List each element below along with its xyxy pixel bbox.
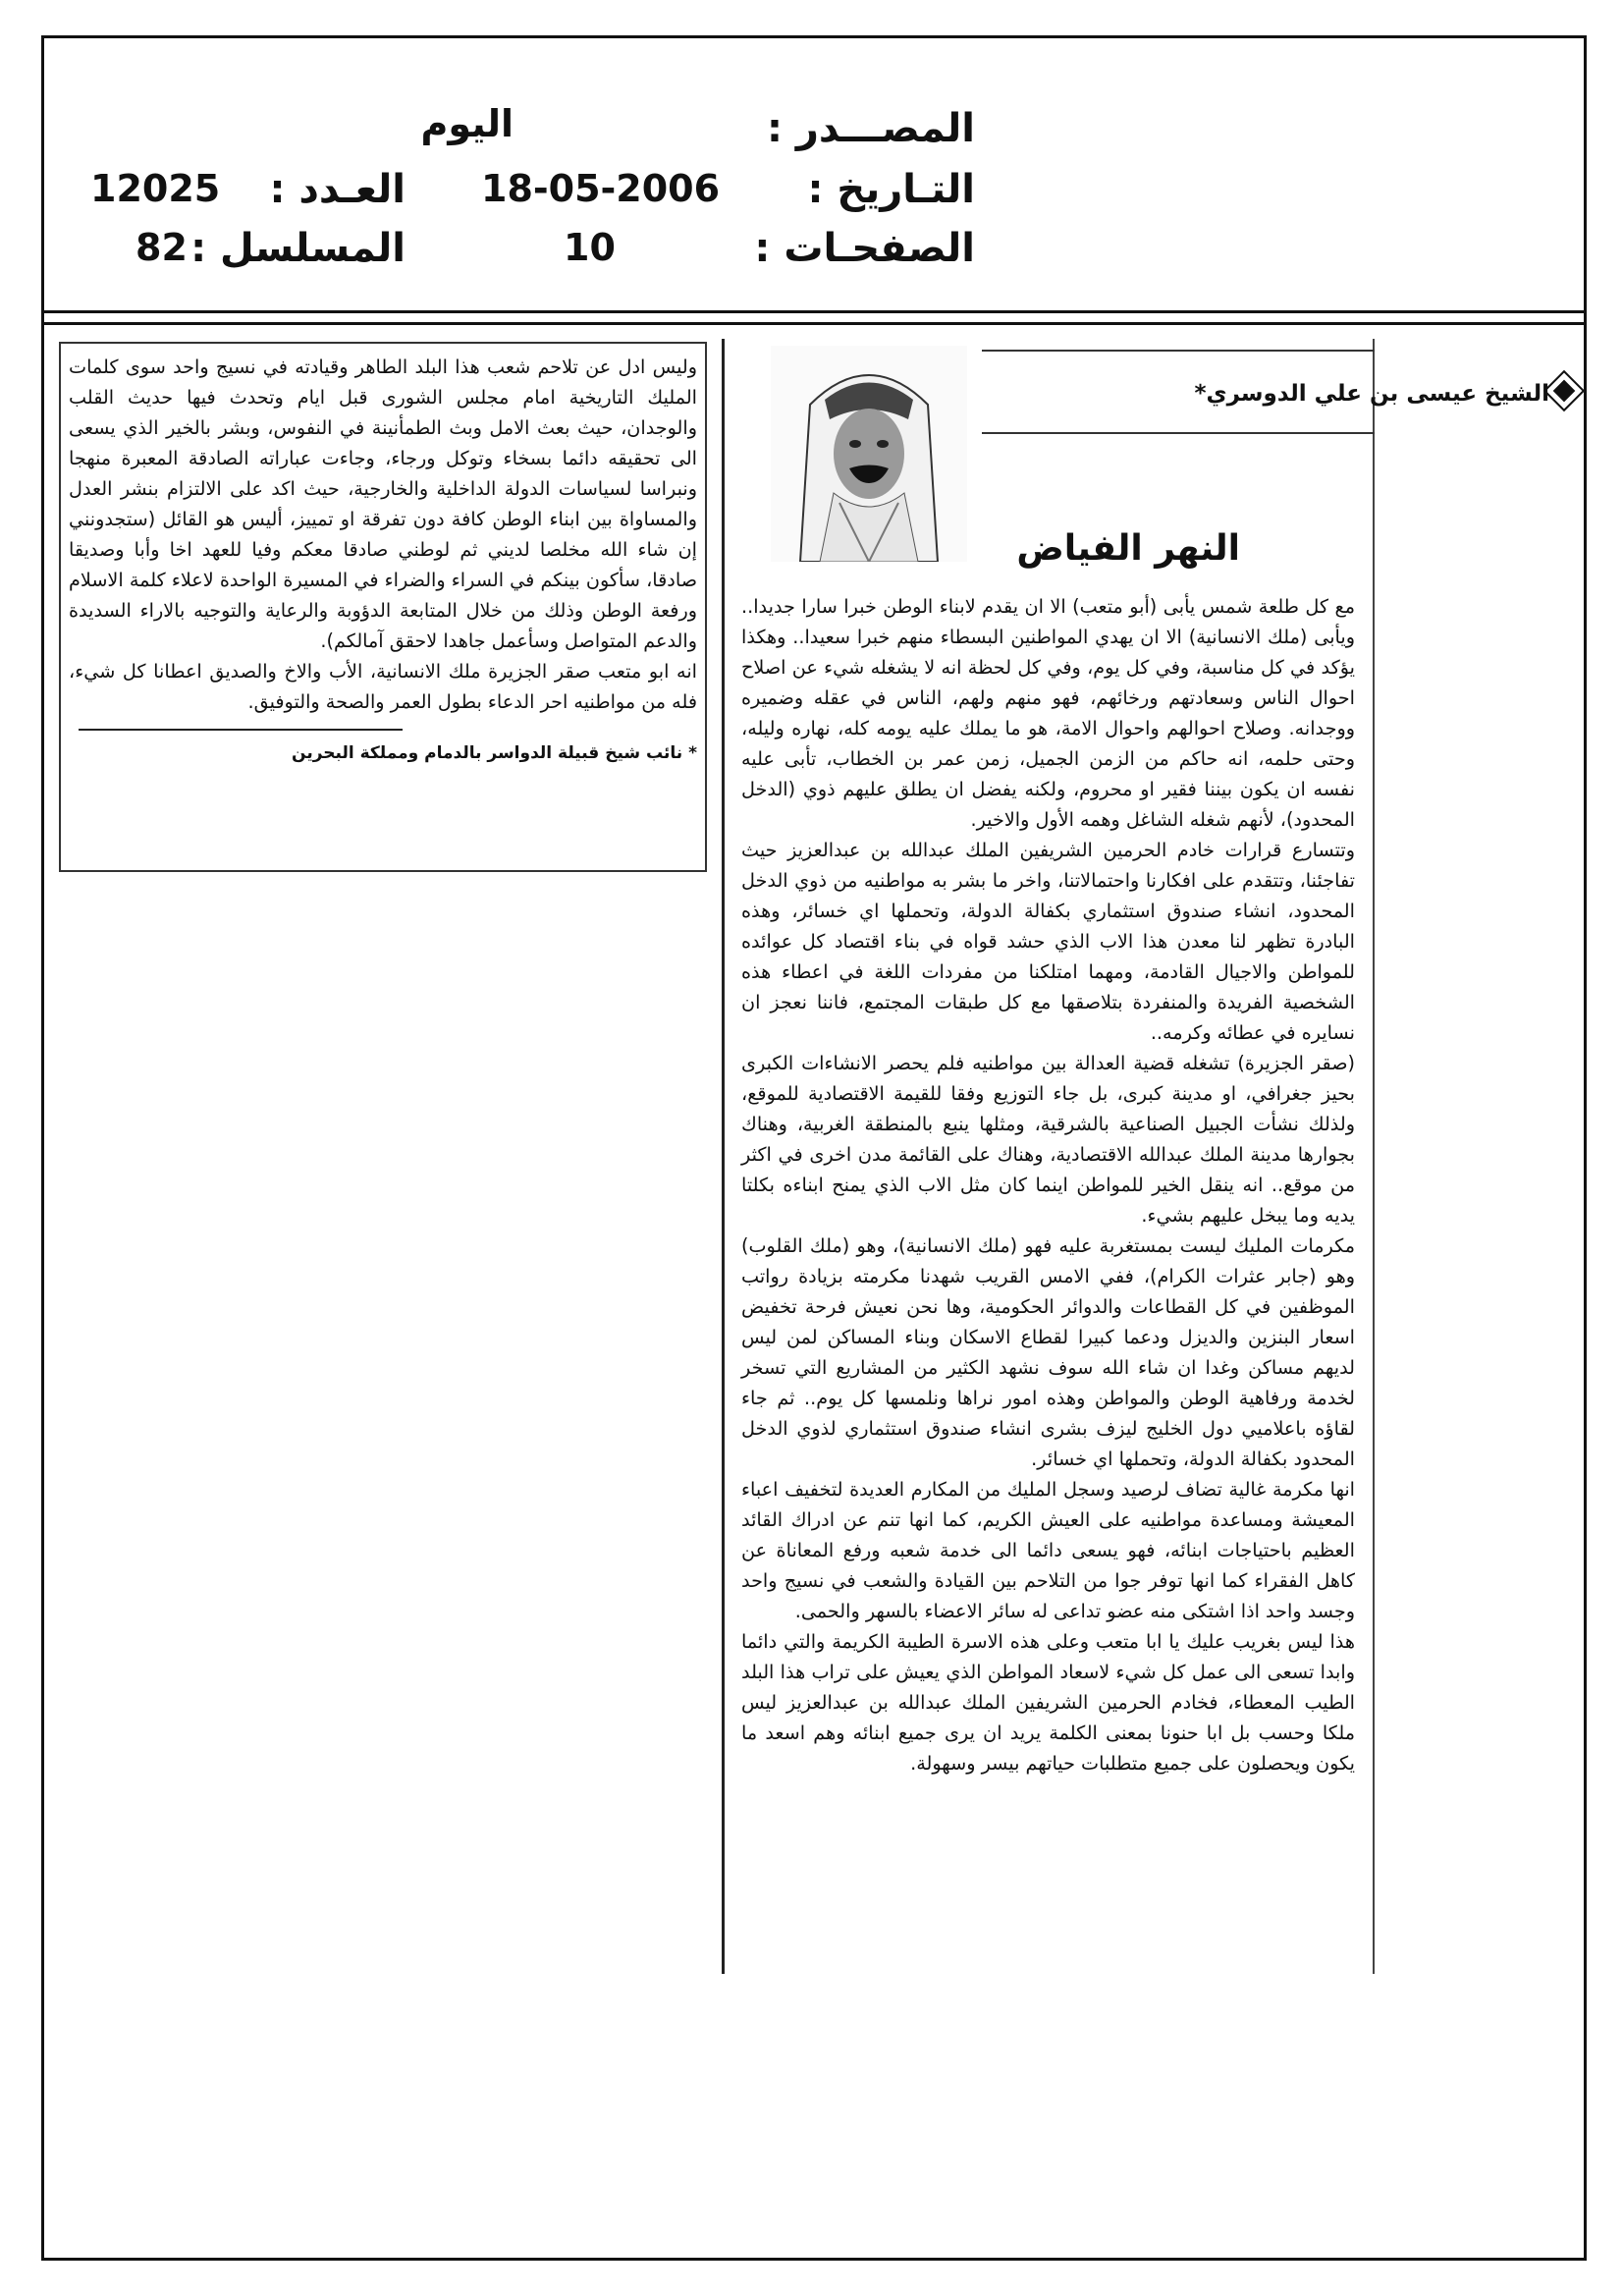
paragraph: مكرمات المليك ليست بمستغربة عليه فهو (ملك الانسانية)، وهو (ملك القلوب) وهو (جابر عثرات الكرام)، ففي الامس القريب شهدنا مكرمته بزيادة رواتب الموظفين في كل القطاعات والدوائر الحكومية، وها نحن نعيش فرحة تخفيض اسعار البنزين والديزل ودعما كبيرا لقطاع الاسكان وبناء المساكن لمن ليس لديهم مساكن وغدا ان شاء الله سوف نشهد الكثير من المشاريع التي تسخر لخدمة ورفاهية الوطن والمواطن وهذه امور نراها ونلمسها كل يوم.. ثم جاء لقاؤه باعلاميي دول الخليج ليزف بشرى انشاء صندوق استثماري لذوي الدخل المحدود بكفالة الدولة، وتحملها اي خسائر. [741,1234,1355,1470]
issue-value: 12025 [90,167,221,210]
paragraph: (صقر الجزيرة) تشغله قضية العدالة بين مواطنيه فلم يحصر الانشاءات الكبرى بحيز جغرافي، او مدينة كبرى، بل جاء التوزيع وفقا للقيمة الاقتصادية للموقع، ولذلك نشأت الجبيل الصناعية بالشرقية، ومثلها ينبع بالمنطقة الغربية، وهناك بجوارها مدينة الملك عبدالله الاقتصادية، وهناك على القائمة مدن اخرى في اكثر من موقع.. انه ينقل الخير للمواطن اينما كان مثل الاب الذي يمنح ابناءه بكلتا يديه وما يبخل عليهم بشيء. [741,1052,1355,1227]
footnote-divider [79,729,403,731]
pages-value: 10 [564,226,616,269]
pages-label: الصفحـات : [754,226,975,271]
author-name: الشيخ عيسى بن علي الدوسري* [1194,381,1549,407]
author-portrait-icon [771,346,967,562]
source-label: المصـــدر : [766,106,975,151]
header-divider-top [41,310,1587,313]
paragraph: هذا ليس بغريب عليك يا ابا متعب وعلى هذه الاسرة الطيبة الكريمة والتي دائما وابدا تسعى الى عمل كل شيء لاسعاد المواطن الذي يعيش على تراب هذا البلد الطيب المعطاء، فخادم الحرمين الشريفين الملك عبدالله بن عبدالعزيز ليس ملكا وحسب بل ابا حنونا بمعنى الكلمة يريد ان يرى جميع ابنائه وهم اسعد ما يكون ويحصلون على جميع متطلبات حياتهم بيسر وسهولة. [741,1630,1355,1775]
serial-label: المسلسل : [190,226,406,271]
paragraph: انها مكرمة غالية تضاف لرصيد وسجل المليك من المكارم العديدة لتخفيف اعباء المعيشة ومساعدة مواطنيه على العيش الكريم، كما انها تنم عن ادراك القائد العظيم باحتياجات ابنائه، فهو يسعى دائما الى خدمة شعبه ورفع المعاناة عن كاهل الفقراء كما انها توفر جوا من التلاحم بين القيادة والشعب في نسيج واحد وجسد واحد اذا اشتكى منه عضو تداعى له سائر الاعضاء بالسهر والحمى. [741,1478,1355,1622]
paragraph: انه ابو متعب صقر الجزيرة ملك الانسانية، الأب والاخ والصديق اعطانا كل شيء، فله من مواطنيه احر الدعاء بطول العمر والصحة والتوفيق. [69,660,697,713]
paragraph: مع كل طلعة شمس يأبى (أبو متعب) الا ان يقدم لابناء الوطن خبرا سارا جديدا.. ويأبى (ملك الانسانية) الا ان يهدي المواطنين البسطاء منهم خبرا سعيدا.. وهكذا يؤكد في كل مناسبة، وفي كل يوم، وفي كل لحظة انه لا يشغله شيء عن اصلاح احوال الناس وسعادتهم ورخائهم، فهو منهم ولهم، الناس في عقله وضميره ووجدانه. وصلاح احوالهم واحوال الامة، هو ما يملك عليه يومه كله، نهاره وليله، وحتى حلمه، انه حاكم من الزمن الجميل، زمن عمر بن الخطاب، تأبى عليه نفسه ان يكون بيننا فقير او محروم، ولكنه يفضل ان يطلق عليهم ذوي (الدخل المحدود)، لأنهم شغله الشاغل وهمه الأول والاخير. [741,595,1355,831]
date-label: التـاريخ : [807,167,975,212]
source-value: اليوم [420,102,514,145]
paragraph: وليس ادل عن تلاحم شعب هذا البلد الطاهر وقيادته في نسيج واحد سوى كلمات المليك التاريخية امام مجلس الشورى قبل ايام وتحدث فيها حديث القلب والوجدان، حيث بعث الامل وبث الطمأنينة في النفوس، وبشر بالخير الذي يسعى الى تحقيقه دائما بسخاء وتوكل ورجاء، وجاءت عباراته الصادقة المعبرة منهجا ونبراسا لسياسات الدولة الداخلية والخارجية، حيث اكد على الالتزام بنشر العدل والمساواة بين ابناء الوطن كافة دون تفرقة او تمييز، أليس هو القائل (ستجدونني إن شاء الله مخلصا لديني ثم لوطني صادقا معكم وفيا للعهد اخا وأبا وصديقا صادقا، سأكون بينكم في السراء والضراء في المسيرة الواحدة لاعلاء كلمة الاسلام ورفعة الوطن وذلك من خلال المتابعة الدؤوبة والرعاية والتوجيه بالاراء السديدة والدعم المتواصل وسأعمل جاهدا لاحقق آمالكم). [69,355,697,652]
serial-value: 82 [135,226,188,269]
author-bottom-rule [982,432,1375,434]
header-divider-bottom [41,322,1587,325]
article-body [741,591,1355,1778]
article-title: النهر الفياض [1016,528,1240,569]
author-footnote: * نائب شيخ قبيلة الدواسر بالدمام ومملكة البحرين [292,743,697,763]
date-value: 18-05-2006 [481,167,721,210]
issue-label: العـدد : [269,167,406,212]
continuation-body [69,352,697,766]
paragraph: وتتسارع قرارات خادم الحرمين الشريفين الملك عبدالله بن عبدالعزيز حيث تفاجئنا، وتتقدم على افكارنا واحتمالاتنا، واخر ما بشر به مواطنيه من ذوي الدخل المحدود، انشاء صندوق استثماري بكفالة الدولة، وتحملها اي خسائر، وهذه البادرة تظهر لنا معدن هذا الاب الذي حشد قواه في بناء اقتصاد كل عوائده للمواطن والاجيال القادمة، ومهما امتلكنا من مفردات اللغة في اعطاء هذه الشخصية الفريدة والمنفردة بتلاصقها مع كل طبقات المجتمع، فاننا نعجز ان نسايره في عطائه وكرمه.. [741,839,1355,1044]
author-top-rule [982,350,1375,352]
